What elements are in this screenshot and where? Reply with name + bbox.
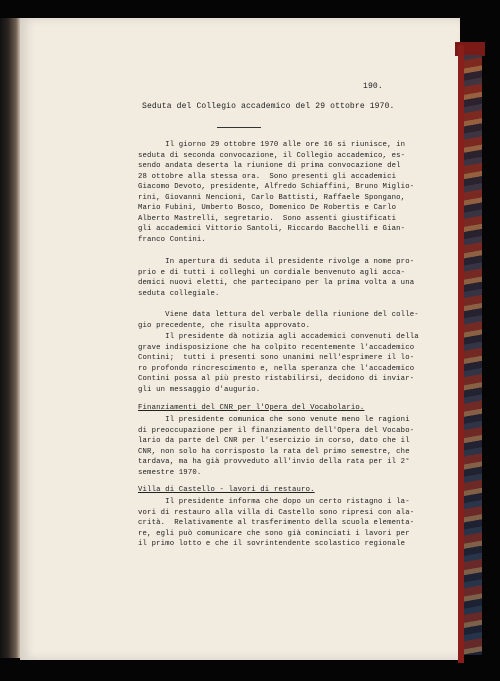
section-heading: Finanziamenti del CNR per l'Opera del Vocabolario. [138, 404, 365, 412]
paragraph-line: Il presidente dà notizia agli accademici convenuti della [138, 333, 419, 341]
paragraph-line: Contini; tutti i presenti sono unanimi nell'esprimere il lo- [138, 354, 415, 362]
paragraph-line: CNR, non solo ha corrisposto la rata del primo semestre, che [138, 447, 410, 456]
paragraph-line: prio e di tutti i colleghi un cordiale benvenuto agli acca- [138, 268, 406, 277]
paragraph-line: seduta di seconda convocazione, il Collegio accademico, es- [138, 151, 406, 160]
paragraph-line: semestre 1970. [138, 468, 202, 477]
paragraph-line: In apertura di seduta il presidente rivolge a nome pro- [138, 258, 415, 266]
paragraph-line: Il presidente comunica che sono venute meno le ragioni [138, 416, 410, 424]
paragraph-line: Il giorno 29 ottobre 1970 alle ore 16 si riunisce, in [138, 141, 406, 149]
paragraph-line: rini, Giovanni Nencioni, Carlo Battisti, Raffaele Spongano, [138, 193, 406, 202]
binding-edge [458, 45, 464, 663]
book-cover-left-edge [0, 18, 20, 658]
paragraph-line: gli accademici Vittorio Santoli, Riccardo Bacchelli e Gian- [138, 225, 406, 233]
paragraph-line: Viene data lettura del verbale della riunione del colle- [138, 311, 419, 319]
paragraph-line: il primo lotto e che il sovrintendente scolastico regionale [138, 540, 406, 548]
paragraph-line: Mario Fubini, Umberto Bosco, Domenico De Robertis e Carlo [138, 204, 397, 212]
paragraph-line: gli un messaggio d'augurio. [138, 385, 261, 394]
title-divider [217, 127, 261, 128]
paragraph-line: Giacomo Devoto, presidente, Alfredo Schiaffini, Bruno Miglio- [138, 183, 415, 191]
paragraph-line: re, egli può comunicare che sono già cominciati i lavori per [138, 529, 410, 538]
page-number: 190. [363, 82, 383, 91]
paragraph-line: sendo andata deserta la riunione di prima convocazione del [138, 162, 401, 170]
paragraph-line: gio precedente, che risulta approvato. [138, 321, 311, 330]
paragraph-line: grave indisposizione che ha colpito recentemente l'accademico [138, 343, 415, 352]
paragraph-line: ro profondo rincrescimento e, nella speranza che l'accademico [138, 364, 415, 373]
paragraph-line: demici nuovi eletti, che partecipano per la prima volta a una [138, 279, 415, 287]
paragraph-line: Contini possa al più presto ristabilirsi, decidono di inviar- [138, 375, 415, 383]
paragraph-line: vori di restauro alla villa di Castello sono ripresi con ala- [138, 508, 415, 517]
paragraph-line: seduta collegiale. [138, 289, 220, 298]
page-title: Seduta del Collegio accademico del 29 ottobre 1970. [142, 102, 395, 111]
paragraph-line: Il presidente informa che dopo un certo ristagno i la- [138, 498, 410, 506]
paragraph-line: di preoccupazione per il finanziamento dell'Opera del Vocabo- [138, 426, 415, 435]
paragraph-line: lario da parte del CNR per l'esercizio in corso, dato che il [138, 437, 410, 445]
paragraph-line: 28 ottobre alla stessa ora. Sono presenti gli accademici [138, 172, 397, 181]
paragraph-line: Alberto Mastrelli, segretario. Sono assenti giustificati [138, 214, 397, 223]
section-heading: Villa di Castello - lavori di restauro. [138, 486, 315, 494]
paragraph-line: crità. Relativamente al trasferimento della scuola elementa- [138, 519, 415, 527]
paragraph-line: tardava, ma ha già provveduto all'invio della rata per il 2° [138, 458, 410, 466]
paragraph-line: franco Contini. [138, 235, 206, 244]
